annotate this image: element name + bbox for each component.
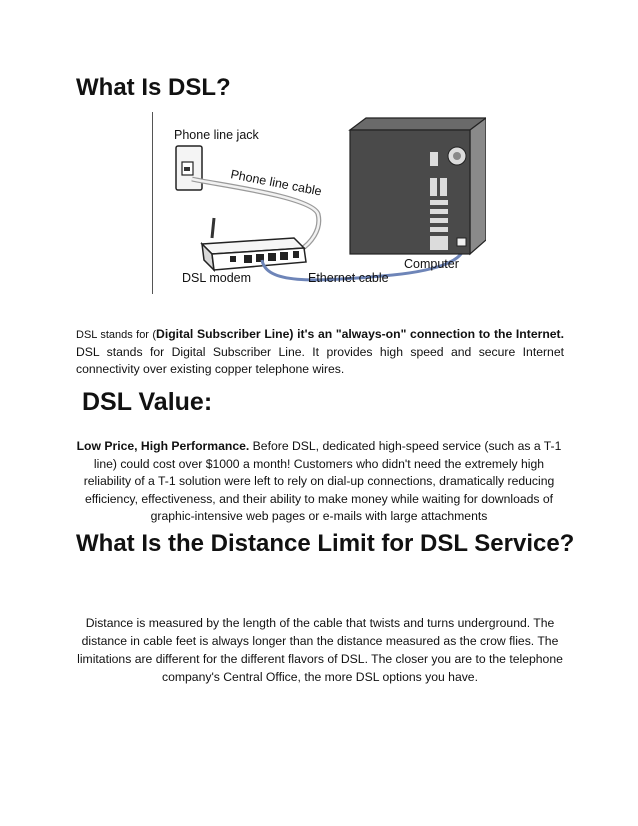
heading-what-is-dsl: What Is DSL? bbox=[76, 74, 231, 101]
dsl-diagram bbox=[152, 112, 486, 298]
definition-lead: DSL stands for ( bbox=[76, 329, 157, 341]
label-computer: Computer bbox=[404, 257, 459, 271]
phone-jack-icon bbox=[176, 146, 202, 190]
distance-paragraph: Distance is measured by the length of the cable that twists and turns underground. The distance in cable feet is always longer than the distance measured as the crow flies. The limitations are different for the different flavors of DSL. The closer you are to the telephone company's Central Office, the more DSL options you have. bbox=[77, 616, 563, 684]
heading-distance-limit: What Is the Distance Limit for DSL Service? bbox=[76, 530, 575, 557]
label-ethernet-cable: Ethernet cable bbox=[308, 271, 389, 285]
dsl-modem-icon bbox=[202, 218, 306, 270]
heading-dsl-value: DSL Value: bbox=[82, 388, 213, 416]
label-phone-line-cable: Phone line cable bbox=[229, 167, 323, 199]
definition-rest: DSL stands for Digital Subscriber Line. It provides high speed and secure Internet connectivity over existing copper telephone wires. bbox=[76, 345, 564, 376]
label-phone-line-jack: Phone line jack bbox=[174, 128, 259, 142]
dsl-diagram-svg bbox=[152, 112, 486, 298]
dsl-definition-paragraph bbox=[76, 326, 564, 378]
dsl-value-paragraph bbox=[76, 438, 562, 526]
computer-icon bbox=[350, 118, 486, 254]
value-rest: Before DSL, dedicated high-speed service (such as a T-1 line) could cost over $1000 a month! Customers who didn't need the extremely high reliability of a T-1 solution were left to rely on dial-up connections, dramatically reducing efficiency, effectiveness, and their ability to make money while waiting for downloads of graphic-intensive web pages or e-mails with large attachments bbox=[83, 439, 562, 523]
definition-bold: Digital Subscriber Line) it's an "always-on" connection to the Internet. bbox=[156, 327, 565, 341]
value-bold: Low Price, High Performance. bbox=[76, 439, 250, 453]
label-dsl-modem: DSL modem bbox=[182, 271, 252, 285]
